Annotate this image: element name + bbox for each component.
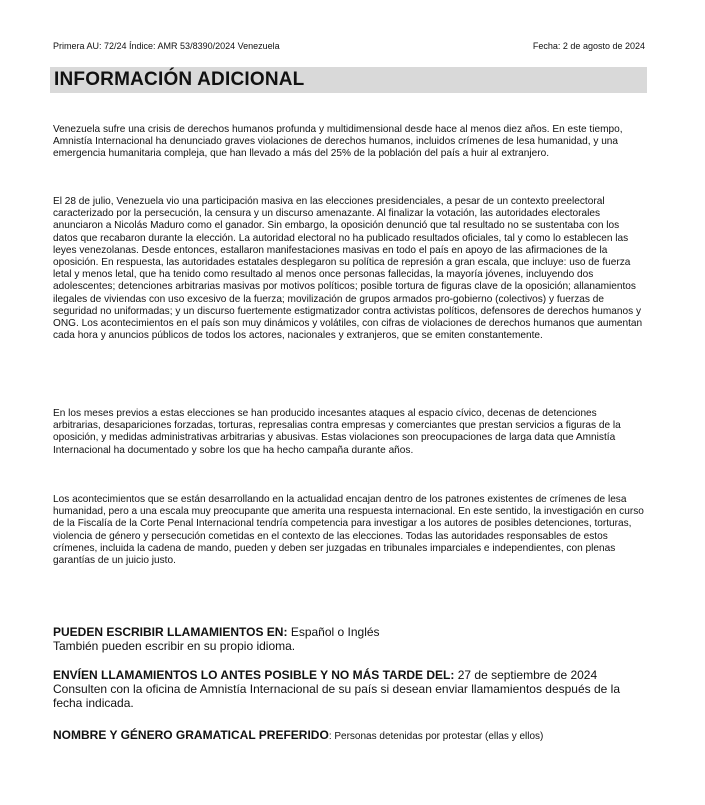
header-date: Fecha: 2 de agosto de 2024 xyxy=(532,41,645,51)
deadline-value: 27 de septiembre de 2024 xyxy=(457,668,598,682)
languages-value: Español o Inglés xyxy=(290,625,380,639)
pronoun-block xyxy=(53,728,645,744)
pronoun-separator: : xyxy=(328,731,335,742)
paragraph-context: Venezuela sufre una crisis de derechos humanos profunda y multidimensional desde hace al menos diez años. En este tiempo, Amnistía Internacional ha denunciado graves violaciones de derechos humanos, incluidos crímenes de lesa humanidad, y una emergencia humanitaria compleja, que han llevado a más del 25% de la población del país a huir al extranjero. xyxy=(53,124,623,160)
header-reference: Primera AU: 72/24 Índice: AMR 53/8390/2024 Venezuela xyxy=(53,41,280,51)
languages-label: PUEDEN ESCRIBIR LLAMAMIENTOS EN: xyxy=(53,625,288,639)
paragraph-elections: El 28 de julio, Venezuela vio una participación masiva en las elecciones presidenciales, a pesar de un contexto preelectoral caracterizado por la persecución, la censura y un discurso amenazante. Al finalizar la votación, las autoridades electorales anunciaron a Nicolás Maduro como el ganador. Sin embargo, la oposición denunció que tal resultado no se sustentaba con los datos que recabaron durante la elección. La autoridad electoral no ha publicado resultados oficiales, tal y como lo establecen las leyes venezolanas. Desde entonces, estallaron manifestaciones masivas en todo el país en apoyo de las afirmaciones de la oposición. En respuesta, las autoridades estatales desplegaron su política de represión a gran escala, que incluye: uso de fuerza letal y menos letal, que ha tenido como resultado al menos once personas fallecidas, la mayoría jóvenes, incluyendo dos adolescentes; detenciones arbitrarias masivas por motivos políticos; posible tortura de figuras clave de la oposición; allanamientos ilegales de viviendas con uso excesivo de la fuerza; movilización de grupos armados pro-gobierno (colectivos) y fuerzas de seguridad no uniformadas; y un discurso fuertemente estigmatizador contra activistas políticos, defensores de derechos humanos y ONG. Los acontecimientos en el país son muy dinámicos y volátiles, con cifras de violaciones de derechos humanos que aumentan cada hora y anuncios públicos de todos los actores, nacionales y extranjeros, que se emiten constantemente. xyxy=(53,196,643,342)
deadline-note: Consulten con la oficina de Amnistía Internacional de su país si desean enviar llamamientos después de la fecha indicada. xyxy=(53,682,621,711)
deadline-label: ENVÍEN LLAMAMIENTOS LO ANTES POSIBLE Y NO MÁS TARDE DEL: xyxy=(53,668,455,682)
document-header xyxy=(53,41,645,51)
section-title: INFORMACIÓN ADICIONAL xyxy=(50,67,647,93)
deadline-block xyxy=(53,668,645,711)
languages-note: También pueden escribir en su propio idioma. xyxy=(53,639,296,654)
languages-block xyxy=(53,625,645,653)
paragraph-crimes-against-humanity: Los acontecimientos que se están desarrollando en la actualidad encajan dentro de los patrones existentes de crímenes de lesa humanidad, pero a una escala muy preocupante que amerita una respuesta internacional. En este sentido, la investigación en curso de la Fiscalía de la Corte Penal Internacional tendría competencia para investigar a los autores de posibles detenciones, torturas, violencia de género y persecución cometidas en el contexto de las elecciones. Todas las autoridades responsables de estos crímenes, incluida la cadena de mando, pueden y deben ser juzgadas en tribunales imparciales e independientes, con plenas garantías de un juicio justo. xyxy=(53,494,644,567)
pronoun-value: Personas detenidas por protestar (ellas y ellos) xyxy=(334,731,544,742)
pronoun-label: NOMBRE Y GÉNERO GRAMATICAL PREFERIDO xyxy=(53,728,329,742)
paragraph-civic-space: En los meses previos a estas elecciones se han producido incesantes ataques al espacio cívico, decenas de detenciones arbitrarias, desapariciones forzadas, torturas, represalias contra empresas y comerciantes que prestan servicios a figuras de la oposición, y medidas administrativas arbitrarias y abusivas. Estas violaciones son preocupaciones de larga data que Amnistía Internacional ha documentado y sobre los que ha hecho campaña durante años. xyxy=(53,408,621,456)
